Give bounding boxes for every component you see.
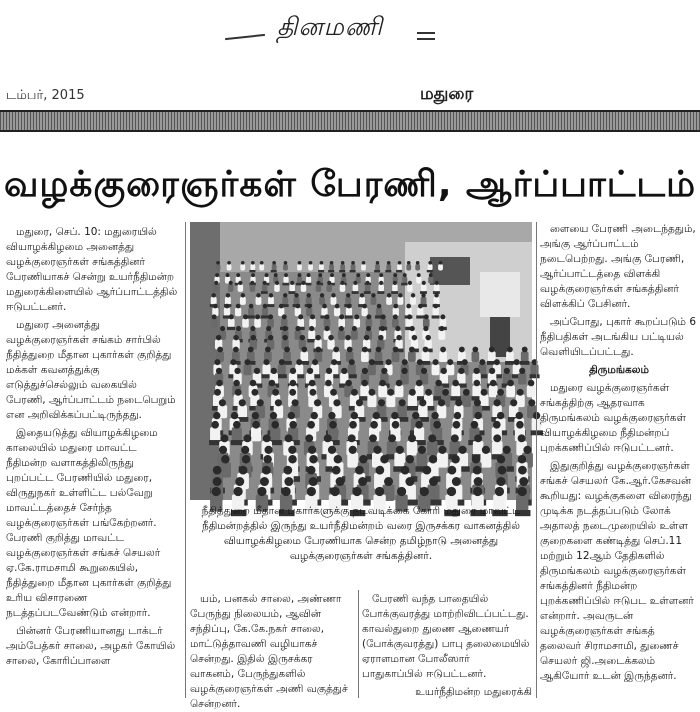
paragraph: பின்னர் பேரணியானது டாக்டர் அம்பேத்கர் சாலை, அழகர் கோயில் சாலை, கோரிப்பாளை: [6, 625, 176, 667]
paragraph: பேரணி வந்த பாதையில் போக்குவரத்து மாற்றிவிடப்பட்டது. காவல்துறை துணை ஆணையர் (போக்குவரத்து) பாபு தலைமையில் ஏராளமான போலீஸார் பாதுகாப்பில் ஈடுபட்டனர்.: [362, 593, 530, 680]
rally-photo-image: [190, 222, 532, 500]
paragraph: மதுரை அனைத்து வழக்குரைஞர்கள் சங்கம் சார்பில் நீதித்துறை மீதான புகார்கள் குறித்து மக்கள் கவனத்துக்கு எடுத்துச்செல்லும் வகையில் பேரணி, ஆர்ப்பாட்டம் நடைபெறும் என அறிவிக்கப்பட்டிருந்தது.: [6, 319, 176, 421]
paragraph: மதுரை, செப். 10: மதுரையில் வியாழக்கிழமை அனைத்து வழக்குரைஞர்கள் சங்கத்தினர் பேரணியாகச் சென்று உயர்நீதிமன்ற மதுரைக்கிளையில் ஆர்ப்பாட்டத்தில் ஈடுபட்டனர்.: [6, 226, 178, 313]
column-divider: [536, 222, 537, 698]
column-divider: [185, 222, 186, 698]
masthead-stroke: [225, 34, 265, 40]
paragraph: இதையடுத்து வியாழக்கிழமை காலையில் மதுரை மாவட்ட நீதிமன்ற வளாகத்திலிருந்து புறப்பட்ட பேரணியில் மதுரை, விருதுநகர் உள்ளிட்ட பல்வேறு மாவட்டத்தைச் சேர்ந்த வழக்குரைஞர்கள் பங்கேற்றனர். பேரணி குறித்து மாவட்ட வழக்குரைஞர்கள் சங்கச் செயலர் ஏ.கே.ராமசாமி கூறுகையில், நீதித்துறை மீதான புகார்கள் குறித்து உரிய விசாரணை நடத்தப்படவேண்டும் என்றார்.: [6, 427, 172, 619]
city-section-label: மதுரை: [420, 84, 474, 104]
rally-photo: [190, 222, 532, 500]
paragraph: அப்போது, புகார் கூறப்படும் 6 நீதிபதிகள் அடங்கிய பட்டியல் வெளியிடப்பட்டது.: [540, 316, 697, 358]
paragraph: யம், பனகல் சாலை, அண்ணா பேருந்து நிலையம், ஆவின் சந்திப்பு, கே.கே.நகர் சாலை, மாட்டுத்தாவணி வழியாகச் சென்றது. இதில் இருசக்கர வாகனம், பேருந்துகளில் வழக்குரைஞர்கள் அணி வகுத்துச் சென்றனர்.: [190, 593, 348, 710]
article-column-2: [190, 592, 358, 710]
paragraph: இதுகுறித்து வழக்குரைஞர்கள் சங்கச் செயலர் கே.ஆர்.கேசவன் கூறியது: வழக்குகளை விரைந்து முடிக்க நடத்தப்படும் லோக் அதாலத் நடைமுறையில் உள்ள குறைகளை கண்டித்து செப்.11 மற்றும் 12ஆம் தேதிகளில் திருமங்கலம் வழக்குரைஞர்கள் சங்கத்தினர் நீதிமன்ற புறக்கணிப்பில் ஈடுபட உள்ளனர் என்றார். அவருடன் வழக்குரைஞர்கள் சங்கத் தலைவர் சிராமசாமி, துணைச் செயலர் ஜி.அடைக்கலம் ஆகியோர் உடன் இருந்தனர்.: [540, 460, 694, 682]
paragraph: உயர்நீதிமன்ற மதுரைக்கி: [415, 686, 532, 698]
masthead-stroke: [417, 32, 435, 34]
header-rule-band: [0, 110, 700, 132]
article-column-4: [540, 222, 698, 698]
photo-caption: நீதித்துறை மீதான புகார்களுக்கு நடவடிக்கை கோரி மதுரை மாவட்ட நீதிமன்றத்தில் இருந்து உயர்நீதிமன்றம் வரை இருசக்கர வாகனத்தில் வியாழக்கிழமை பேரணியாக சென்ற தமிழ்நாடு அனைத்து வழக்குரைஞர்கள் சங்கத்தினர்.: [201, 505, 521, 562]
subheading: திருமங்கலம்: [589, 364, 649, 376]
article-column-1: [6, 225, 178, 697]
paragraph: ளையை பேரணி அடைந்ததும், அங்கு ஆர்ப்பாட்டம் நடைபெற்றது. அங்கு பேரணி, ஆர்ப்பாட்டத்தை விளக்கி வழக்குரைஞர்கள் சங்கத்தினர் விளக்கிப் பேசினர்.: [540, 223, 696, 310]
paragraph: மதுரை வழக்குரைஞர்கள் சங்கத்திற்கு ஆதரவாக திருமங்கலம் வழக்குரைஞர்கள் வியாழக்கிழமை நீதிமன்றப் புறக்கணிப்பில் ஈடுபட்டனர்.: [540, 382, 687, 454]
masthead: [225, 8, 435, 48]
masthead-title: தினமணி: [276, 11, 384, 41]
dateline: டம்பர், 2015: [6, 88, 85, 103]
article-column-3: [362, 592, 532, 700]
article-headline: வழக்குரைஞர்கள் பேரணி, ஆர்ப்பாட்டம்: [3, 164, 697, 205]
column-divider: [358, 590, 359, 698]
masthead-stroke: [417, 38, 435, 40]
